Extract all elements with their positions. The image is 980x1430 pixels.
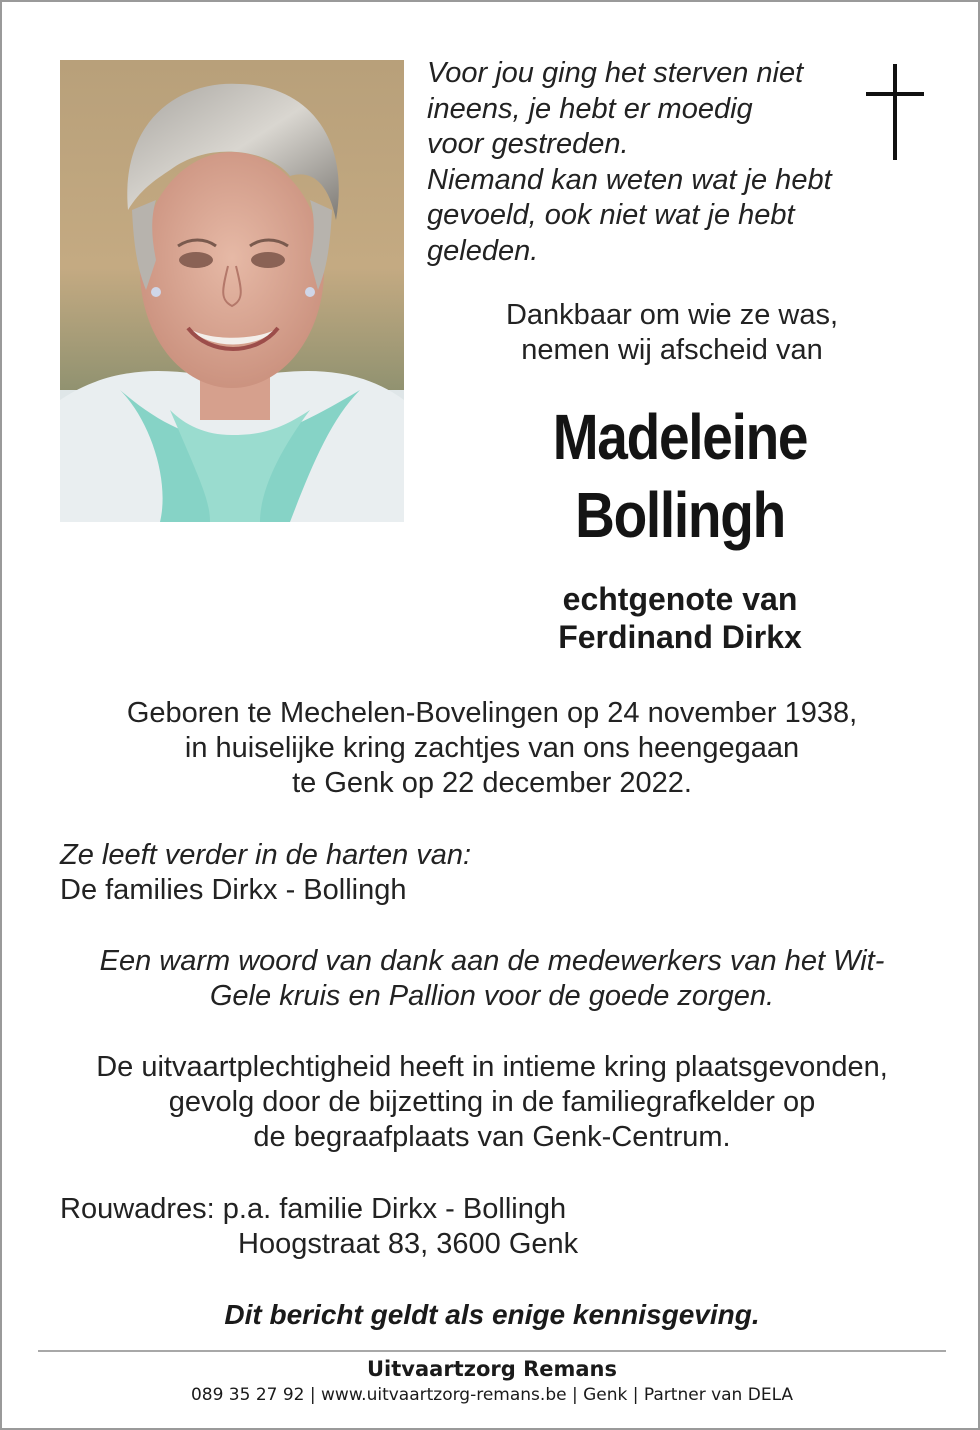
- spouse-name: Ferdinand Dirkx: [558, 619, 802, 655]
- ceremony-details: De uitvaartplechtigheid heeft in intieme kring plaatsgevonden, gevolg door de bijzetting in de familiegrafkelder op de begraafplaats van Genk-Centrum.: [96, 1051, 888, 1153]
- address-line1: Rouwadres: p.a. familie Dirkx - Bollingh: [60, 1193, 567, 1225]
- notice-statement: Dit bericht geldt als enige kennisgeving.: [224, 1299, 760, 1330]
- address-line2: Hoogstraat 83, 3600 Genk: [238, 1228, 579, 1260]
- birth-death-details: Geboren te Mechelen-Bovelingen op 24 november 1938, in huiselijke kring zachtjes van ons heengegaan te Genk op 22 december 2022.: [126, 697, 858, 799]
- spouse-relation: echtgenote van: [562, 581, 798, 617]
- cross-icon: [866, 64, 924, 162]
- mourning-address: [60, 1192, 760, 1262]
- survivors: [60, 838, 940, 908]
- portrait-photo: [60, 60, 404, 522]
- funeral-home-contact: 089 35 27 92 | www.uitvaartzorg-remans.be | Genk | Partner van DELA: [190, 1385, 794, 1405]
- last-name: Bollingh: [575, 479, 785, 551]
- memorial-poem: Voor jou ging het sterven niet ineens, je hebt er moedig voor gestreden. Niemand kan weten wat je hebt gevoeld, ook niet wat je hebt geleden.: [427, 57, 832, 267]
- survivors-heading: Ze leeft verder in de harten van:: [60, 839, 472, 871]
- deceased-name: [501, 398, 859, 554]
- thanks-note: Een warm woord van dank aan de medewerkers van het Wit- Gele kruis en Pallion voor de goede zorgen.: [99, 945, 885, 1012]
- spouse-info: [462, 580, 898, 656]
- footer-divider: [38, 1350, 946, 1352]
- first-name: Madeleine: [552, 401, 808, 473]
- funeral-home-name: Uitvaartzorg Remans: [367, 1357, 617, 1381]
- survivors-families: De families Dirkx - Bollingh: [60, 874, 407, 906]
- farewell-intro: Dankbaar om wie ze was, nemen wij afscheid van: [505, 299, 839, 366]
